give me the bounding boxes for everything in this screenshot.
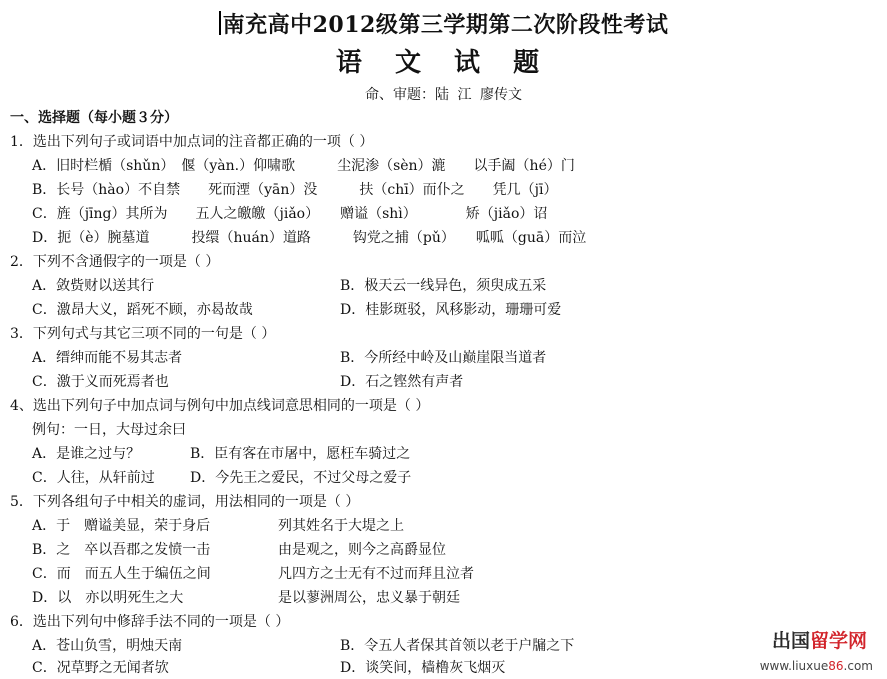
question-5-option-b-sentence-2: 由是观之，则今之高爵显位 [278, 542, 446, 558]
watermark-url [760, 659, 873, 673]
section-heading: 一、选择题（每小题３分） [10, 110, 178, 126]
watermark-url-part2: 86 [828, 659, 844, 673]
question-4-option-a: A．是谁之过与？ [32, 446, 141, 462]
question-6-option-d: D．谈笑间，樯橹灰飞烟灭 [340, 660, 506, 676]
question-2-option-a: A．敛赀财以送其行 [32, 278, 155, 294]
question-3-stem: 3．下列句式与其它三项不同的一句是（ ） [10, 326, 276, 342]
question-6-option-c: C．况草野之无闻者欤 [32, 660, 169, 676]
question-1-option-c: C．旌（jīng）其所为 五人之皦皦（jiǎo） 赠谥（shì） 矫（jiǎo）诏 [32, 206, 548, 222]
question-4-option-c: C．人往，从轩前过 [32, 470, 155, 486]
question-5-stem: 5．下列各组句子中相关的虚词，用法相同的一项是（ ） [10, 494, 360, 510]
watermark-logo-part1: 出国 [771, 630, 810, 652]
question-1-option-d: D．扼（è）腕墓道 投缳（huán）道路 钩党之捕（pǔ） 呱呱（guā）而泣 [32, 230, 587, 246]
text-cursor [219, 11, 221, 35]
exam-title [0, 8, 887, 39]
question-4-option-b: B．臣有客在市屠中，愿枉车骑过之 [190, 446, 411, 462]
question-4-stem: 4、选出下列句子中加点词与例句中加点线词意思相同的一项是（ ） [10, 398, 430, 414]
question-5-option-d-sentence-1: D．以 亦以明死生之大 [32, 590, 184, 606]
watermark-logo-part2: 留学网 [809, 630, 867, 652]
question-1-option-a: A．旧时栏楯（shǔn） 偃（yàn.）仰啸歌 尘泥渗（sèn）漉 以手阖（hé）门 [32, 158, 575, 174]
watermark-url-part1: www.liuxue [759, 659, 829, 673]
question-6-stem: 6．选出下列句中修辞手法不同的一项是（ ） [10, 614, 290, 630]
question-5-option-c-sentence-1: C．而 而五人生于编伍之间 [32, 566, 211, 582]
question-6-option-b: B．令五人者保其首领以老于户牖之下 [340, 638, 575, 654]
exam-subtitle: 语 文 试 题 [335, 48, 552, 78]
question-3-option-d: D．石之铿然有声者 [340, 374, 464, 390]
question-1-option-b: B．长号（hào）不自禁 死而湮（yān）没 扶（chī）而仆之 凭几（jī） [32, 182, 558, 198]
exam-authors: 命、审题：陆 江 廖传文 [365, 87, 522, 103]
question-3-option-a: A．缙绅而能不易其志者 [32, 350, 183, 366]
question-5-option-d-sentence-2: 是以蓼洲周公，忠义暴于朝廷 [278, 590, 460, 606]
question-4-example: 例句：一日，大母过余曰 [32, 422, 186, 438]
question-5-option-a-sentence-2: 列其姓名于大堤之上 [278, 518, 404, 534]
exam-title-text: 南充高中2012级第三学期第二次阶段性考试 [222, 12, 669, 38]
question-4-option-d: D．今先王之爱民，不过父母之爱子 [190, 470, 412, 486]
question-2-stem: 2．下列不含通假字的一项是（ ） [10, 254, 220, 270]
watermark-url-part3: .com [843, 659, 873, 673]
question-6-option-a: A．苍山负雪，明烛天南 [32, 638, 183, 654]
question-2-option-c: C．激昂大义，蹈死不顾，亦曷故哉 [32, 302, 253, 318]
question-5-option-b-sentence-1: B．之 卒以吾郡之发愤一击 [32, 542, 211, 558]
question-5-option-c-sentence-2: 凡四方之士无有不过而拜且泣者 [278, 566, 474, 582]
question-3-option-c: C．激于义而死焉者也 [32, 374, 169, 390]
question-2-option-d: D．桂影斑驳，风移影动，珊珊可爱 [340, 302, 562, 318]
question-5-option-a-sentence-1: A．于 赠谥美显，荣于身后 [32, 518, 211, 534]
watermark-logo [772, 626, 867, 653]
question-2-option-b: B．极天云一线异色，须臾成五采 [340, 278, 547, 294]
question-3-option-b: B．今所经中岭及山巅崖限当道者 [340, 350, 547, 366]
question-1-stem: 1．选出下列句子或词语中加点词的注音都正确的一项（ ） [10, 134, 374, 150]
